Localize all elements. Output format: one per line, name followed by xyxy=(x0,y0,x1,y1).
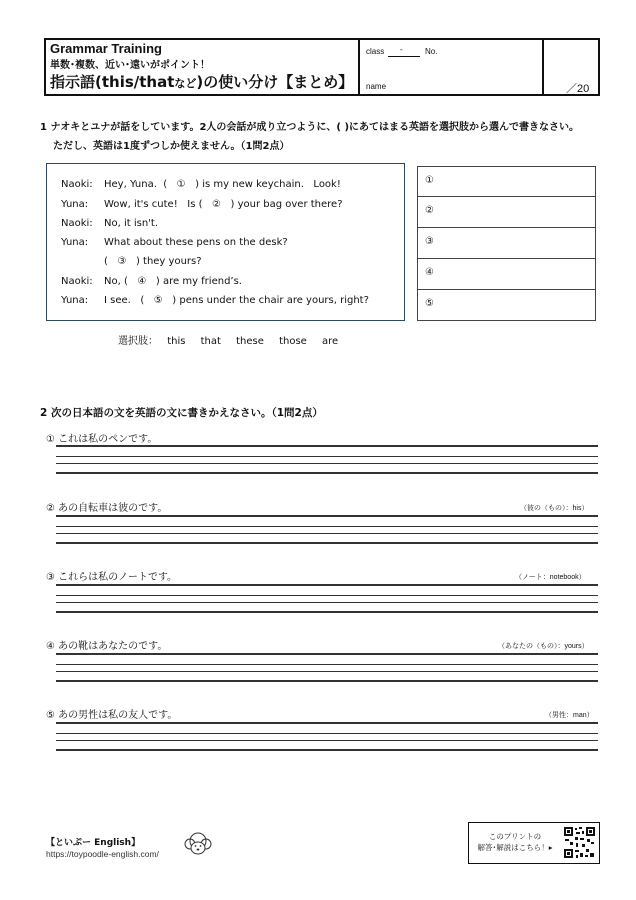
site-url[interactable]: https://toypoodle-english.com/ xyxy=(46,849,159,859)
dialogue-line: No, it isn't. xyxy=(104,218,159,229)
question-5: ⑤ あの男性は私の友人です。 xyxy=(46,710,178,721)
score-total: ／20 xyxy=(566,83,590,95)
dialogue-line: Wow, it's cute! Is ( ② ) your bag over there? xyxy=(104,199,343,210)
writing-line[interactable] xyxy=(56,533,598,534)
writing-line[interactable] xyxy=(56,653,598,655)
class-separator: - xyxy=(400,45,403,54)
hint-2: （彼の（もの）：his） xyxy=(520,505,589,512)
choices-row xyxy=(118,332,338,347)
writing-line[interactable] xyxy=(56,542,598,544)
poodle-mascot-icon xyxy=(180,830,216,860)
dialogue-speaker: Yuna: xyxy=(61,295,89,306)
writing-line[interactable] xyxy=(56,515,598,517)
dialogue-speaker: Naoki: xyxy=(61,218,93,229)
worksheet-subtitle: 単数･複数、近い･遠いがポイント！ xyxy=(50,60,210,71)
qr-code-icon[interactable] xyxy=(563,826,596,859)
choice-those: those xyxy=(279,336,307,347)
dialogue-speaker: Naoki: xyxy=(61,179,93,190)
number-label: No. xyxy=(425,47,438,56)
class-label: class xyxy=(366,47,385,56)
writing-line[interactable] xyxy=(56,595,598,596)
hint-5: （男性：man） xyxy=(545,712,594,719)
writing-line[interactable] xyxy=(56,722,598,724)
question-3: ③ これらは私のノートです。 xyxy=(46,572,178,583)
dialogue-line: ( ③ ) they yours? xyxy=(104,256,202,267)
writing-line[interactable] xyxy=(56,445,598,447)
choice-that: that xyxy=(200,336,221,347)
writing-line[interactable] xyxy=(56,456,598,457)
dialogue-line: What about these pens on the desk? xyxy=(104,237,288,248)
name-label: name xyxy=(366,82,387,91)
section1-heading: 1 ナオキとユナが話をしています。2人の会話が成り立つように、( )にあてはまる英語を選択肢から選んで書きなさい。 xyxy=(40,122,580,133)
choice-are: are xyxy=(322,336,339,347)
dialogue-line: Hey, Yuna. ( ① ) is my new keychain. Look! xyxy=(104,179,341,190)
answer-box-2[interactable]: ② xyxy=(417,197,596,228)
writing-line[interactable] xyxy=(56,602,598,603)
dialogue-speaker: Naoki: xyxy=(61,276,93,287)
writing-line[interactable] xyxy=(56,664,598,665)
question-2: ② あの自転車は彼のです。 xyxy=(46,503,168,514)
site-logo: 【といぷー English】 xyxy=(46,838,141,848)
writing-line[interactable] xyxy=(56,733,598,734)
section1-subheading: ただし、英語は1度ずつしか使えません。（1問2点） xyxy=(53,141,290,152)
writing-line[interactable] xyxy=(56,680,598,682)
hint-3: （ノート：notebook） xyxy=(515,574,586,581)
question-1: ① これは私のペンです。 xyxy=(46,434,158,445)
writing-line[interactable] xyxy=(56,472,598,474)
writing-line[interactable] xyxy=(56,611,598,613)
answer-box-3[interactable]: ③ xyxy=(417,228,596,259)
writing-line[interactable] xyxy=(56,526,598,527)
dialogue-line: No, ( ④ ) are my friend’s. xyxy=(104,276,242,287)
choices-label: 選択肢： xyxy=(118,336,158,347)
hint-4: （あなたの（もの）：yours） xyxy=(498,643,589,650)
worksheet-title: Grammar Training xyxy=(50,41,162,56)
answer-box-5[interactable]: ⑤ xyxy=(417,290,596,321)
class-blank[interactable] xyxy=(388,56,420,57)
choice-these: these xyxy=(236,336,264,347)
writing-line[interactable] xyxy=(56,749,598,751)
dialogue-speaker: Yuna: xyxy=(61,237,89,248)
header-divider xyxy=(542,38,544,96)
writing-line[interactable] xyxy=(56,584,598,586)
section2-heading: 2 次の日本語の文を英語の文に書きかえなさい。（1問2点） xyxy=(40,407,323,419)
dialogue-line: I see. ( ⑤ ) pens under the chair are yours, right? xyxy=(104,295,369,306)
promo-text[interactable]: このプリントの 解答･解説はこちら！▸ xyxy=(477,832,553,852)
writing-line[interactable] xyxy=(56,463,598,464)
choice-this: this xyxy=(167,336,186,347)
header-divider xyxy=(358,38,360,96)
answer-box-4[interactable]: ④ xyxy=(417,259,596,290)
dialogue-speaker: Yuna: xyxy=(61,199,89,210)
writing-line[interactable] xyxy=(56,671,598,672)
worksheet-main-title: 指示語(this/thatなど)の使い分け【まとめ】 xyxy=(50,73,354,91)
question-4: ④ あの靴はあなたのです。 xyxy=(46,641,168,652)
answer-box-1[interactable]: ① xyxy=(417,166,596,197)
writing-line[interactable] xyxy=(56,740,598,741)
